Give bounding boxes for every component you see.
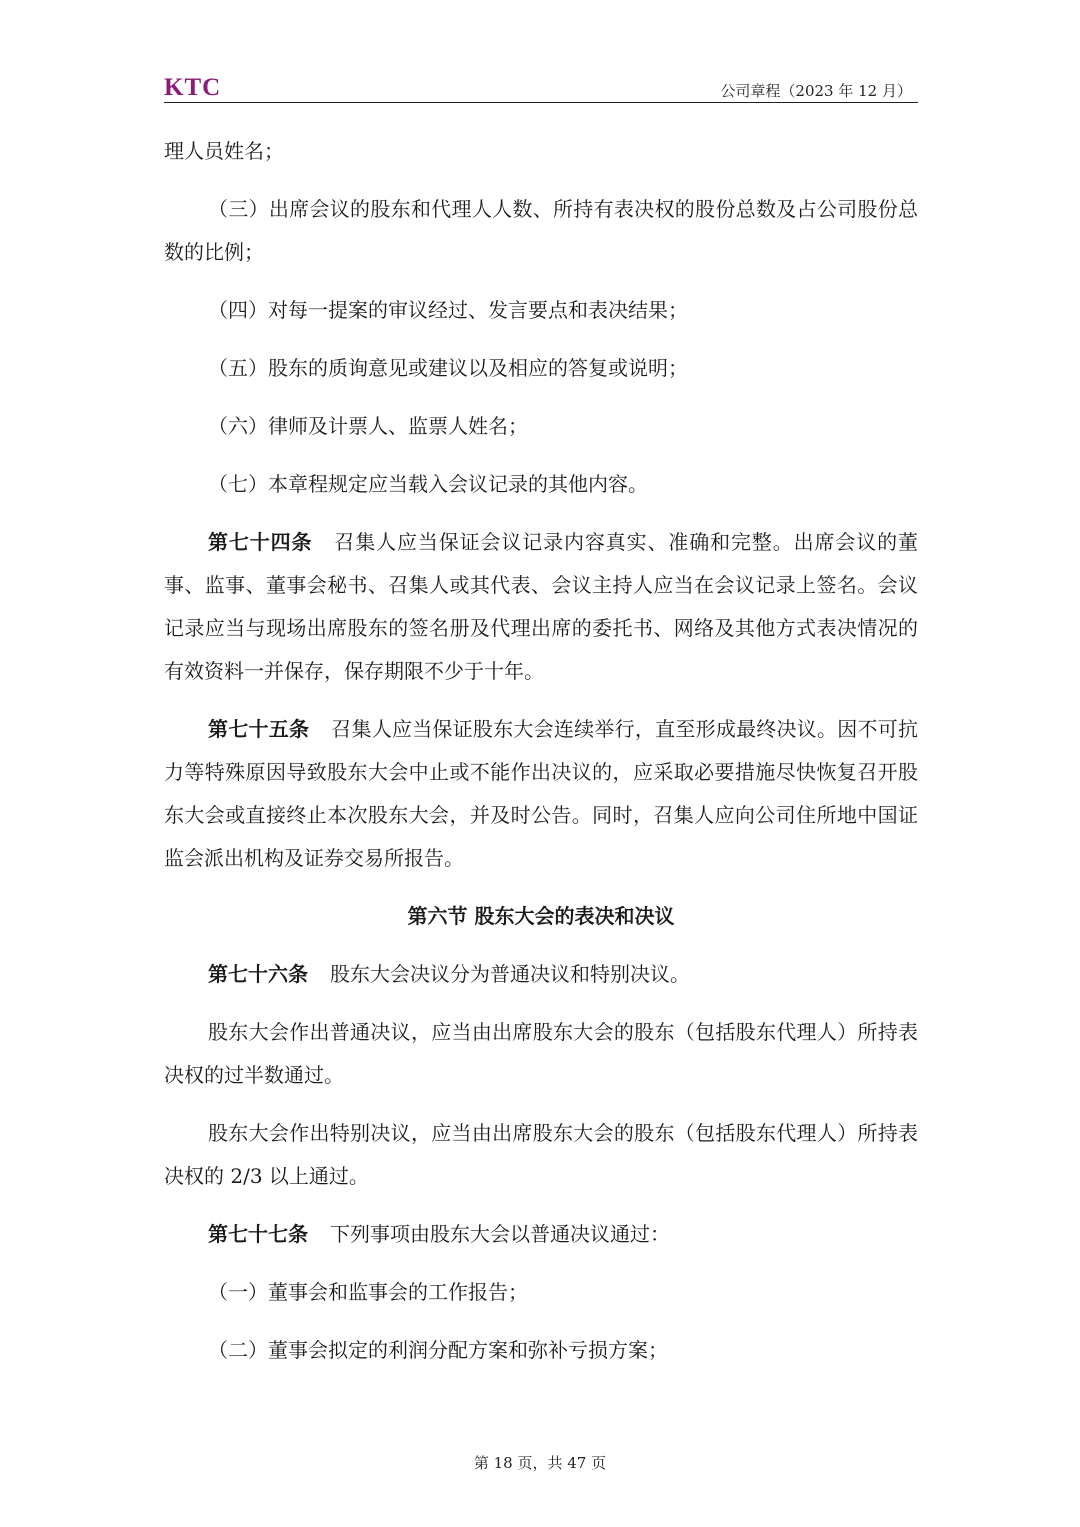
page-number: 第 18 页，共 47 页	[473, 1454, 607, 1472]
article-title: 第七十六条	[208, 962, 308, 986]
list-item: （六）律师及计票人、监票人姓名；	[208, 414, 528, 438]
article-77	[164, 1213, 918, 1256]
list-item: （三）出席会议的股东和代理人人数、所持有表决权的股份总数及占公司股份总数的比例；	[164, 197, 918, 264]
article-76	[164, 953, 918, 996]
list-item: （二）董事会拟定的利润分配方案和弥补亏损方案；	[208, 1338, 668, 1362]
page-header	[164, 72, 918, 103]
section-heading: 第六节 股东大会的表决和决议	[407, 904, 675, 928]
article-text: 股东大会决议分为普通决议和特别决议。	[330, 962, 690, 986]
article-title: 第七十四条	[208, 530, 313, 554]
list-item: （五）股东的质询意见或建议以及相应的答复或说明；	[208, 356, 688, 380]
document-body	[164, 130, 918, 1387]
article-title: 第七十七条	[208, 1222, 308, 1246]
paragraph: 股东大会作出特别决议，应当由出席股东大会的股东（包括股东代理人）所持表决权的 2/3 以上通过。	[164, 1121, 918, 1188]
company-logo: KTC	[164, 74, 222, 101]
article-text: 下列事项由股东大会以普通决议通过：	[330, 1222, 670, 1246]
article-text: 召集人应当保证会议记录内容真实、准确和完整。出席会议的董事、监事、董事会秘书、召集人或其代表、会议主持人应当在会议记录上签名。会议记录应当与现场出席股东的签名册及代理出席的委托书、网络及其他方式表决情况的有效资料一并保存，保存期限不少于十年。	[164, 530, 918, 683]
article-text: 召集人应当保证股东大会连续举行，直至形成最终决议。因不可抗力等特殊原因导致股东大会中止或不能作出决议的，应采取必要措施尽快恢复召开股东大会或直接终止本次股东大会，并及时公告。同时，召集人应向公司住所地中国证监会派出机构及证券交易所报告。	[164, 717, 919, 870]
list-item: （七）本章程规定应当载入会议记录的其他内容。	[208, 472, 648, 496]
paragraph: 理人员姓名；	[164, 139, 284, 163]
list-item: （一）董事会和监事会的工作报告；	[208, 1280, 528, 1304]
paragraph: 股东大会作出普通决议，应当由出席股东大会的股东（包括股东代理人）所持表决权的过半数通过。	[164, 1020, 918, 1087]
article-75	[164, 708, 918, 880]
article-74	[164, 521, 918, 693]
list-item: （四）对每一提案的审议经过、发言要点和表决结果；	[208, 298, 688, 322]
article-title: 第七十五条	[208, 717, 310, 741]
document-title: 公司章程（2023 年 12 月）	[720, 82, 912, 100]
